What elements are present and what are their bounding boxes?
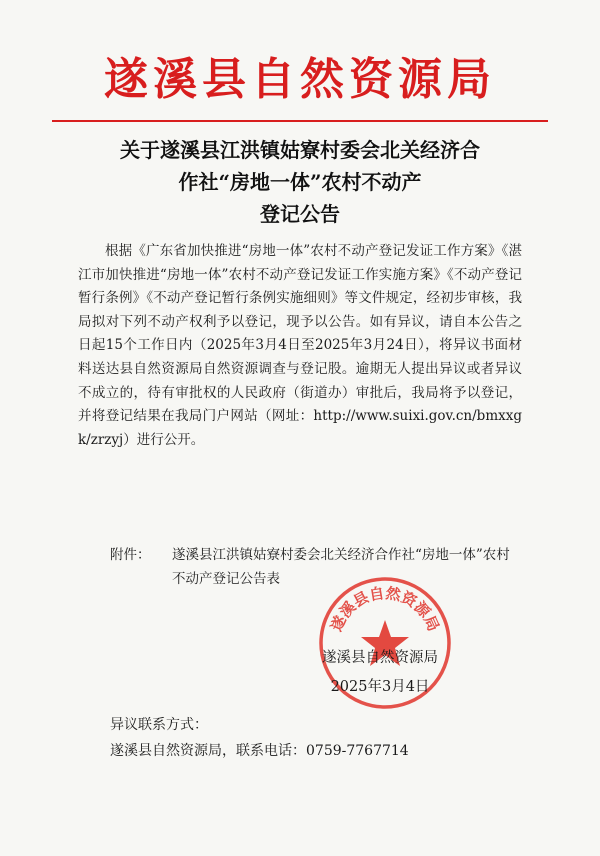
contact-block (110, 712, 530, 764)
contact-label: 异议联系方式： (110, 717, 208, 733)
document-title (60, 134, 540, 230)
signature-block (300, 644, 460, 702)
attachment-note (110, 543, 520, 591)
org-header: 遂溪县自然资源局 (104, 54, 496, 105)
body-paragraph: 根据《广东省加快推进“房地一体”农村不动产登记发证工作方案》《湛江市加快推进“房地一体”农村不动产登记发证工作实施方案》《不动产登记暂行条例》《不动产登记暂行条例实施细则》等文件规定，经初步审核，我局拟对下列不动产权利予以登记，现予以公告。如有异议，请自本公告之日起15个工作日内（2025年3月4日至2025年3月24日），将异议书面材料送达县自然资源局自然资源调查与登记股。逾期无人提出异议或者异议不成立的，待有审批权的人民政府（街道办）审批后，我局将予以登记，并将登记结果在我局门户网站（网址：http://www.suixi.gov.cn/bmxxgk/zrzyj）进行公开。 (78, 243, 522, 448)
attachment-text: 遂溪县江洪镇姑寮村委会北关经济合作社“房地一体”农村不动产登记公告表 (172, 547, 510, 587)
signature-date: 2025年3月4日 (330, 679, 430, 695)
signature-org: 遂溪县自然资源局 (322, 650, 438, 666)
title-line-2: 作社“房地一体”农村不动产 (178, 170, 422, 194)
contact-info: 遂溪县自然资源局，联系电话：0759-7767714 (110, 743, 409, 759)
attachment-label: 附件： (110, 547, 151, 563)
title-line-3: 登记公告 (260, 202, 340, 226)
title-line-1: 关于遂溪县江洪镇姑寮村委会北关经济合 (120, 138, 480, 162)
seal-text: 遂溪县自然资源局 (327, 584, 443, 634)
red-divider-line (52, 120, 548, 122)
